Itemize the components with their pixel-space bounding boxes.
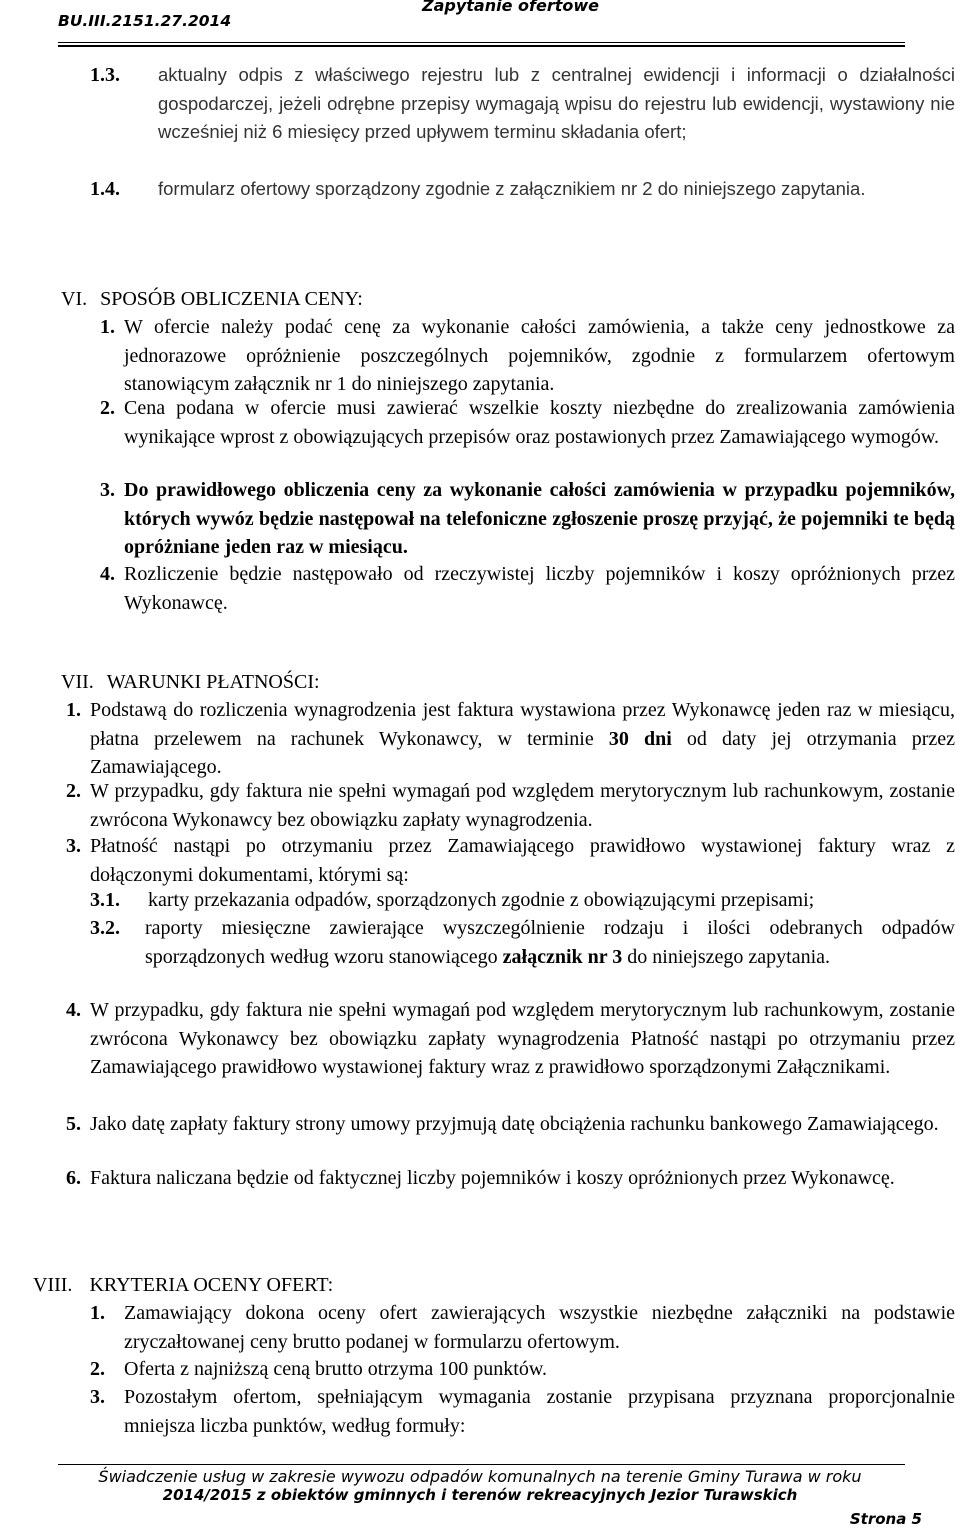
list-item-number: 1. <box>100 316 115 338</box>
sub-item-text: karty przekazania odpadów, sporządzonych zgodnie z obowiązującymi przepisami; <box>148 889 815 911</box>
page-number: Strona 5 <box>849 1510 922 1528</box>
section-title: SPOSÓB OBLICZENIA CENY: <box>100 288 363 310</box>
list-item-number: 5. <box>66 1113 81 1135</box>
list-item-number: 2. <box>66 780 81 802</box>
section-title: WARUNKI PŁATNOŚCI: <box>106 671 320 693</box>
list-item-text: Faktura naliczana będzie od faktycznej liczby pojemników i koszy opróżnionych przez Wykonawcę. <box>90 1167 895 1189</box>
list-item-text: Do prawidłowego obliczenia ceny za wykonanie całości zamówienia w przypadku pojemników, których wywóz będzie następował na telefoniczne zgłoszenie proszę przyjąć, że pojemniki te będą opróżniane jeden raz w miesiącu. <box>124 479 955 558</box>
list-item-number: 2. <box>90 1358 105 1380</box>
list-item-text: Jako datę zapłaty faktury strony umowy przyjmują datę obciążenia rachunku bankowego Zamawiającego. <box>90 1113 939 1135</box>
list-item-number: 1.4. <box>90 178 120 200</box>
list-item-number: 3. <box>90 1386 105 1408</box>
footer-rule <box>58 1464 905 1465</box>
list-item-number: 4. <box>66 999 81 1021</box>
list-item-text: W przypadku, gdy faktura nie spełni wymagań pod względem merytorycznym lub rachunkowym, zostanie zwrócona Wykonawcy bez obowiązku zapłaty wynagrodzenia. <box>90 780 955 831</box>
list-item-number: 3. <box>66 835 81 857</box>
section-number: VI. <box>61 288 88 310</box>
list-item-number: 1. <box>66 699 81 721</box>
section-number: VII. <box>61 671 94 693</box>
sub-item-number: 3.1. <box>90 889 120 911</box>
list-item-number: 6. <box>66 1167 81 1189</box>
section-heading <box>33 1273 333 1297</box>
sub-item-number: 3.2. <box>90 917 120 939</box>
footer-description: Świadczenie usług w zakresie wywozu odpadów komunalnych na terenie Gminy Turawa w roku <box>98 1467 862 1486</box>
header-rule <box>58 42 905 43</box>
list-item-text: formularz ofertowy sporządzony zgodnie z załącznikiem nr 2 do niniejszego zapytania. <box>158 178 866 199</box>
footer-description-line2: 2014/2015 z obiektów gminnych i terenów rekreacyjnych Jezior Turawskich <box>162 1486 798 1504</box>
list-item-text: W przypadku, gdy faktura nie spełni wymagań pod względem merytorycznym lub rachunkowym, zostanie zwrócona Wykonawcy bez obowiązku zapłaty wynagrodzenia Płatność nastąpi po otrzymaniu przez Zamawiającego prawidłowo wystawionej faktury wraz z prawidłowo sporządzonymi Załącznikami. <box>90 999 955 1078</box>
document-reference: BU.III.2151.27.2014 <box>58 12 232 30</box>
list-item-number: 1. <box>90 1302 105 1324</box>
list-item-text: Zamawiający dokona oceny ofert zawierających wszystkie niezbędne załączniki na podstawie zryczałtowanej ceny brutto podanej w formularzu ofertowym. <box>124 1302 955 1353</box>
list-item-text: Oferta z najniższą ceną brutto otrzyma 100 punktów. <box>124 1358 547 1380</box>
list-item-text: Pozostałym ofertom, spełniającym wymagania zostanie przypisana przyznana proporcjonalnie mniejsza liczba punktów, według formuły: <box>124 1386 955 1437</box>
section-heading <box>61 287 363 311</box>
list-item-number: 2. <box>100 397 115 419</box>
list-item-text: aktualny odpis z właściwego rejestru lub z centralnej ewidencji i informacji o działalności gospodarczej, jeżeli odrębne przepisy wymagają wpisu do rejestru lub ewidencji, wystawiony nie wcześniej niż 6 miesięcy przed upływem terminu składania ofert; <box>158 64 955 142</box>
list-item-text: Cena podana w ofercie musi zawierać wszelkie koszty niezbędne do zrealizowania zamówienia wynikające wprost z obowiązujących przepisów oraz postawionych przez Zamawiającego wymogów. <box>124 397 955 448</box>
section-heading <box>61 670 320 694</box>
list-item-number: 4. <box>100 563 115 585</box>
header-rule-thick <box>58 45 905 47</box>
list-item-text: Płatność nastąpi po otrzymaniu przez Zamawiającego prawidłowo wystawionej faktury wraz z dołączonymi dokumentami, którymi są: <box>90 835 955 886</box>
list-item-text: Rozliczenie będzie następowało od rzeczywistej liczby pojemników i koszy opróżnionych przez Wykonawcę. <box>124 563 955 614</box>
document-title: Zapytanie ofertowe <box>422 0 599 15</box>
section-number: VIII. <box>33 1274 73 1296</box>
list-item-text: W ofercie należy podać cenę za wykonanie całości zamówienia, a także ceny jednostkowe za jednorazowe opróżnienie poszczególnych pojemników, zgodnie z formularzem ofertowym stanowiącym załącznik nr 1 do niniejszego zapytania. <box>124 316 955 395</box>
section-title: KRYTERIA OCENY OFERT: <box>89 1274 334 1296</box>
list-item-number: 1.3. <box>90 64 120 86</box>
list-item-number: 3. <box>100 479 115 501</box>
list-item-text: Podstawą do rozliczenia wynagrodzenia jest faktura wystawiona przez Wykonawcę jeden raz w miesiącu, płatna przelewem na rachunek Wykonawcy, w terminie 30 dni od daty jej otrzymania przez Zamawiającego. <box>90 699 955 778</box>
sub-item-text: raporty miesięczne zawierające wyszczególnienie rodzaju i ilości odebranych odpadów sporządzonych według wzoru stanowiącego załącznik nr 3 do niniejszego zapytania. <box>145 917 955 968</box>
